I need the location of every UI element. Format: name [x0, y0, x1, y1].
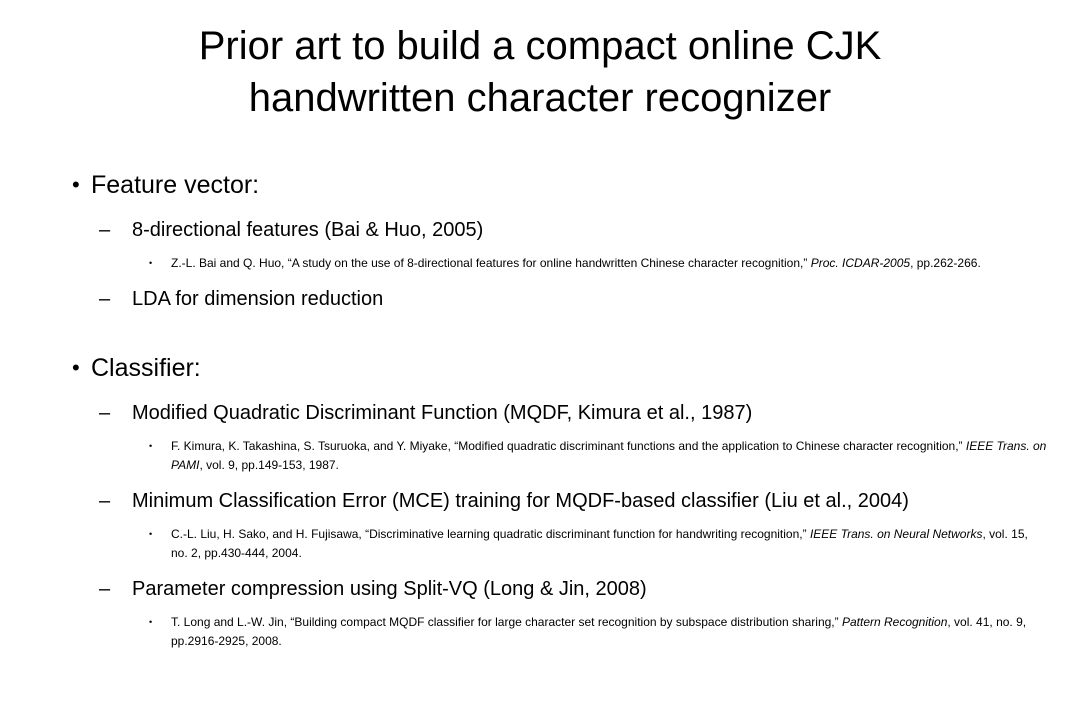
dash-glyph: –	[99, 402, 111, 424]
subitem-text: Minimum Classification Error (MCE) training for MQDF-based classifier (Liu et al., 2004)	[132, 490, 909, 512]
reference-long-jin	[72, 613, 1047, 651]
bullet-glyph: •	[72, 172, 80, 197]
reference-text-tail: , vol. 9, pp.149-153, 1987.	[199, 458, 339, 472]
bullet-glyph: •	[149, 258, 153, 268]
reference-text-tail: , vol. 41, no. 9, pp.2916-2925, 2008.	[171, 615, 1027, 648]
reference-text-tail: , pp.262-266.	[910, 256, 981, 270]
subitem-mqdf	[72, 399, 1047, 427]
dash-glyph: –	[99, 288, 111, 310]
title-line-2: handwritten character recognizer	[248, 76, 832, 120]
reference-text: C.-L. Liu, H. Sako, and H. Fujisawa, “Discriminative learning quadratic discriminant function for handwriting recognition,”	[171, 527, 810, 541]
reference-venue: Pattern Recognition	[841, 615, 948, 629]
slide-body	[72, 168, 1047, 651]
reference-venue: Proc. ICDAR-2005	[810, 256, 911, 270]
reference-text: T. Long and L.-W. Jin, “Building compact MQDF classifier for large character set recognition by subspace distribution sharing,”	[171, 615, 842, 629]
bullet-label: Classifier:	[91, 354, 201, 382]
subitem-8-directional-features	[72, 216, 1047, 244]
reference-venue: IEEE Trans. on PAMI	[171, 439, 1047, 472]
subitem-text: Parameter compression using Split-VQ (Long & Jin, 2008)	[132, 578, 647, 600]
bullet-glyph: •	[149, 441, 153, 451]
bullet-glyph: •	[72, 355, 80, 380]
reference-kimura	[72, 437, 1047, 475]
dash-glyph: –	[99, 578, 111, 600]
reference-text-tail: , vol. 15, no. 2, pp.430-444, 2004.	[171, 527, 1028, 560]
subitem-text: LDA for dimension reduction	[132, 288, 384, 310]
bullet-classifier	[72, 351, 1047, 385]
reference-venue: IEEE Trans. on Neural Networks	[809, 527, 983, 541]
reference-liu	[72, 525, 1047, 563]
reference-text: F. Kimura, K. Takashina, S. Tsuruoka, and Y. Miyake, “Modified quadratic discriminant functions and the application to Chinese character recognition,”	[171, 439, 966, 453]
dash-glyph: –	[99, 219, 111, 241]
bullet-glyph: •	[149, 617, 153, 627]
subitem-split-vq	[72, 575, 1047, 603]
subitem-mce	[72, 487, 1047, 515]
dash-glyph: –	[99, 490, 111, 512]
bullet-glyph: •	[149, 529, 153, 539]
slide-title	[60, 20, 1020, 124]
subitem-text: Modified Quadratic Discriminant Function (MQDF, Kimura et al., 1987)	[132, 402, 753, 424]
bullet-feature-vector	[72, 168, 1047, 202]
reference-text: Z.-L. Bai and Q. Huo, “A study on the use of 8-directional features for online handwritten Chinese character recognition,”	[171, 256, 811, 270]
subitem-lda	[72, 285, 1047, 313]
title-line-1: Prior art to build a compact online CJK	[198, 24, 882, 68]
bullet-label: Feature vector:	[91, 171, 260, 199]
reference-bai-huo	[72, 254, 1047, 273]
subitem-text: 8-directional features (Bai & Huo, 2005)	[132, 219, 484, 241]
